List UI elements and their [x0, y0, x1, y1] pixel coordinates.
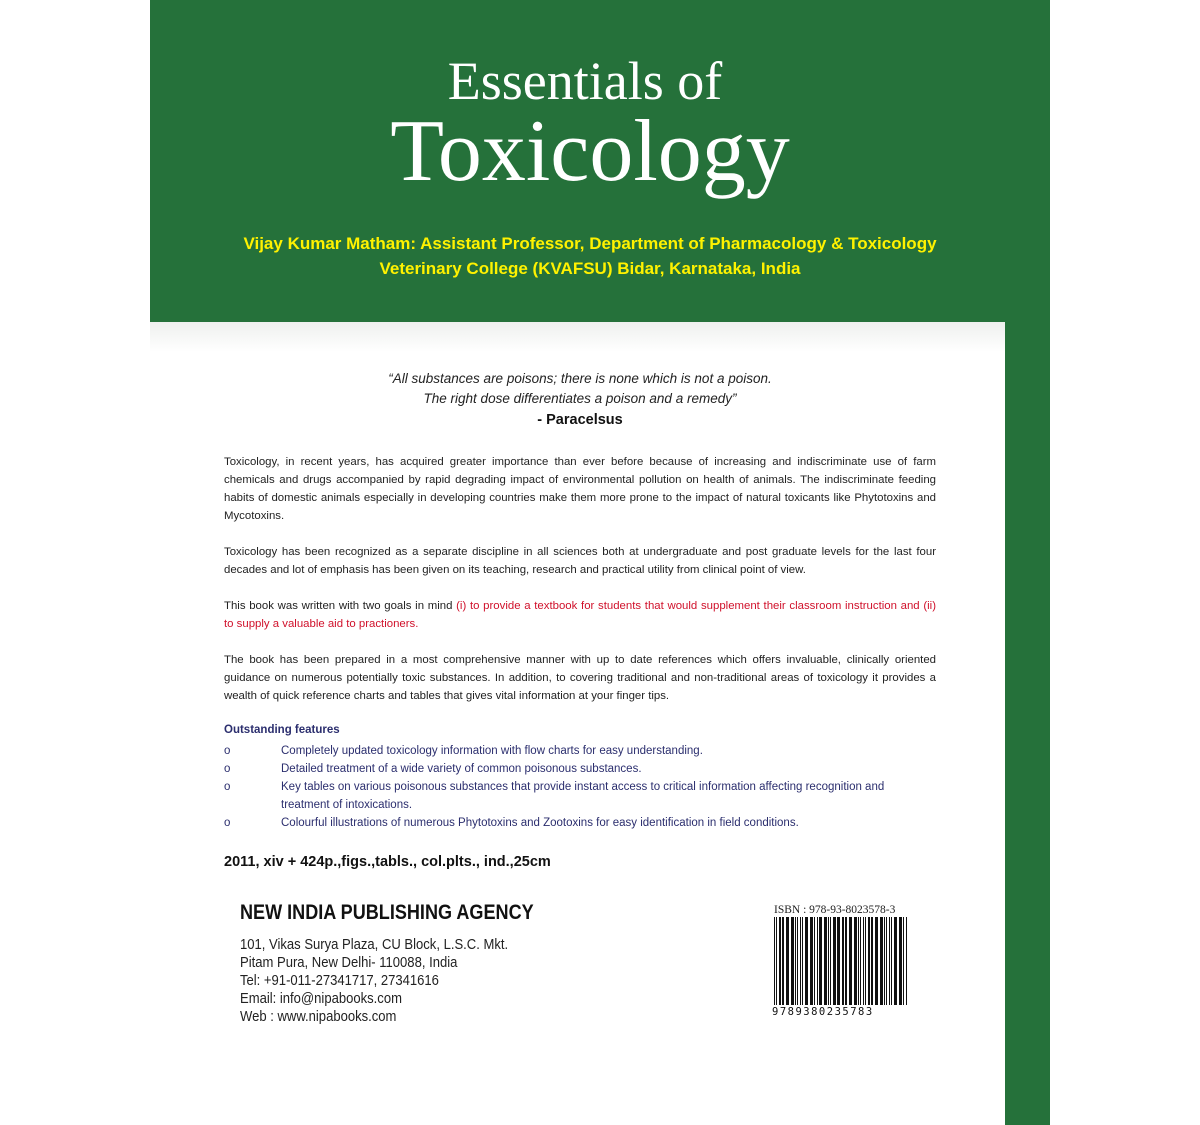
- barcode-bar: [875, 917, 878, 1005]
- header-shadow: [150, 322, 1005, 352]
- book-back-cover: [150, 0, 1050, 1125]
- feature-item: [224, 742, 936, 760]
- barcode-bar: [906, 917, 907, 1005]
- barcode-bar: [828, 917, 829, 1005]
- feature-item: [224, 814, 936, 832]
- barcode-bar: [782, 917, 784, 1005]
- barcode-bar: [819, 917, 822, 1005]
- barcode-bar: [779, 917, 781, 1005]
- barcode-bar: [894, 917, 897, 1005]
- telephone: Tel: +91-011-27341717, 27341616: [240, 973, 439, 989]
- quote-author: - Paracelsus: [537, 412, 623, 428]
- barcode-bar: [774, 917, 775, 1005]
- barcode-bar: [891, 917, 892, 1005]
- barcode-bar: [871, 917, 873, 1005]
- paragraph-1: Toxicology, in recent years, has acquired greater importance than ever before because of increasing and indiscriminate use of farm chemicals and drugs accompanied by rapid degrading impact of environmental pollution on health of animals. The indiscriminate feeding habits of domestic animals especially in developing countries make them more prone to the impact of natural toxicants like Phytotoxins and Mycotoxins.: [224, 456, 936, 522]
- paragraph-2: Toxicology has been recognized as a separate discipline in all sciences both at undergraduate and post graduate levels for the last four decades and lot of emphasis has been given on its teaching, research and practical utility from clinical point of view.: [224, 546, 936, 576]
- feature-item: [224, 760, 936, 778]
- quote-line-2: The right dose differentiates a poison and a remedy”: [423, 391, 737, 406]
- features-list: [224, 742, 936, 832]
- bullet-marker: o: [224, 817, 231, 829]
- bullet-marker: o: [224, 745, 231, 757]
- publisher-address-block: [240, 936, 508, 1026]
- paragraph-3: [224, 597, 936, 633]
- address-line-2: Pitam Pura, New Delhi- 110088, India: [240, 955, 458, 971]
- quote-line-1: “All substances are poisons; there is none which is not a poison.: [388, 371, 772, 386]
- feature-text: Colourful illustrations of numerous Phytotoxins and Zootoxins for easy identification in field conditions.: [281, 817, 799, 829]
- barcode-bar: [842, 917, 844, 1005]
- barcode-bar: [791, 917, 794, 1005]
- bullet-marker: o: [224, 781, 231, 793]
- barcode: [772, 917, 912, 1005]
- feature-text: Key tables on various poisonous substances that provide instant access to critical information affecting recognition and treatment of intoxications.: [281, 781, 885, 811]
- barcode-bar: [824, 917, 827, 1005]
- feature-text: Completely updated toxicology information with flow charts for easy understanding.: [281, 745, 703, 757]
- paragraph-3-goals: (i) to provide a textbook for students that would supplement their classroom instruction and (ii) to supply a valuable aid to practioners.: [224, 600, 936, 630]
- barcode-bar: [845, 917, 847, 1005]
- barcode-bar: [868, 917, 870, 1005]
- feature-item: [224, 778, 936, 814]
- cover-header-band: [150, 0, 1050, 322]
- barcode-bar: [860, 917, 861, 1005]
- barcode-bar: [903, 917, 904, 1005]
- barcode-bar: [817, 917, 818, 1005]
- barcode-bar: [800, 917, 801, 1005]
- barcode-bar: [884, 917, 885, 1005]
- barcode-bar: [849, 917, 852, 1005]
- email: Email: info@nipabooks.com: [240, 991, 402, 1007]
- barcode-bar: [797, 917, 798, 1005]
- barcode-bar: [810, 917, 813, 1005]
- website: Web : www.nipabooks.com: [240, 1009, 397, 1025]
- title-line-1: Essentials of: [447, 51, 723, 111]
- barcode-bar: [795, 917, 796, 1005]
- barcode-bar: [854, 917, 857, 1005]
- title-line-2: Toxicology: [390, 103, 790, 200]
- paragraph-4: The book has been prepared in a most comprehensive manner with up to date references which offers invaluable, clinically oriented guidance on numerous potentially toxic substances. In addition, to covering traditional and non-traditional areas of toxicology it provides a wealth of quick reference charts and tables that gives vital information at your finger tips.: [224, 654, 936, 702]
- bullet-marker: o: [224, 763, 231, 775]
- barcode-digits: 9789380235783: [772, 1006, 874, 1018]
- barcode-bar: [802, 917, 803, 1005]
- barcode-bar: [830, 917, 831, 1005]
- barcode-bar: [899, 917, 902, 1005]
- barcode-bar: [863, 917, 864, 1005]
- barcode-bar: [776, 917, 777, 1005]
- author-line-2: Veterinary College (KVAFSU) Bidar, Karnataka, India: [379, 259, 801, 278]
- paragraph-3-lead: This book was written with two goals in mind: [224, 600, 457, 612]
- barcode-bar: [833, 917, 836, 1005]
- publication-details: 2011, xiv + 424p.,figs.,tabls., col.plts., ind.,25cm: [224, 854, 551, 870]
- barcode-bar: [837, 917, 840, 1005]
- barcode-bar: [786, 917, 789, 1005]
- features-heading: Outstanding features: [224, 724, 340, 736]
- publisher-name: NEW INDIA PUBLISHING AGENCY: [240, 901, 534, 924]
- barcode-bar: [880, 917, 883, 1005]
- author-line-1: Vijay Kumar Matham: Assistant Professor, Department of Pharmacology & Toxicology: [243, 234, 937, 253]
- barcode-bar: [858, 917, 859, 1005]
- address-line-1: 101, Vikas Surya Plaza, CU Block, L.S.C. Mkt.: [240, 937, 509, 953]
- barcode-bar: [814, 917, 815, 1005]
- barcode-bar: [865, 917, 866, 1005]
- feature-text: Detailed treatment of a wide variety of common poisonous substances.: [281, 763, 642, 775]
- isbn-label: ISBN : 978-93-8023578-3: [774, 904, 896, 916]
- spine-band: [1005, 0, 1050, 1125]
- barcode-bar: [889, 917, 890, 1005]
- barcode-bar: [886, 917, 887, 1005]
- barcode-bar: [805, 917, 808, 1005]
